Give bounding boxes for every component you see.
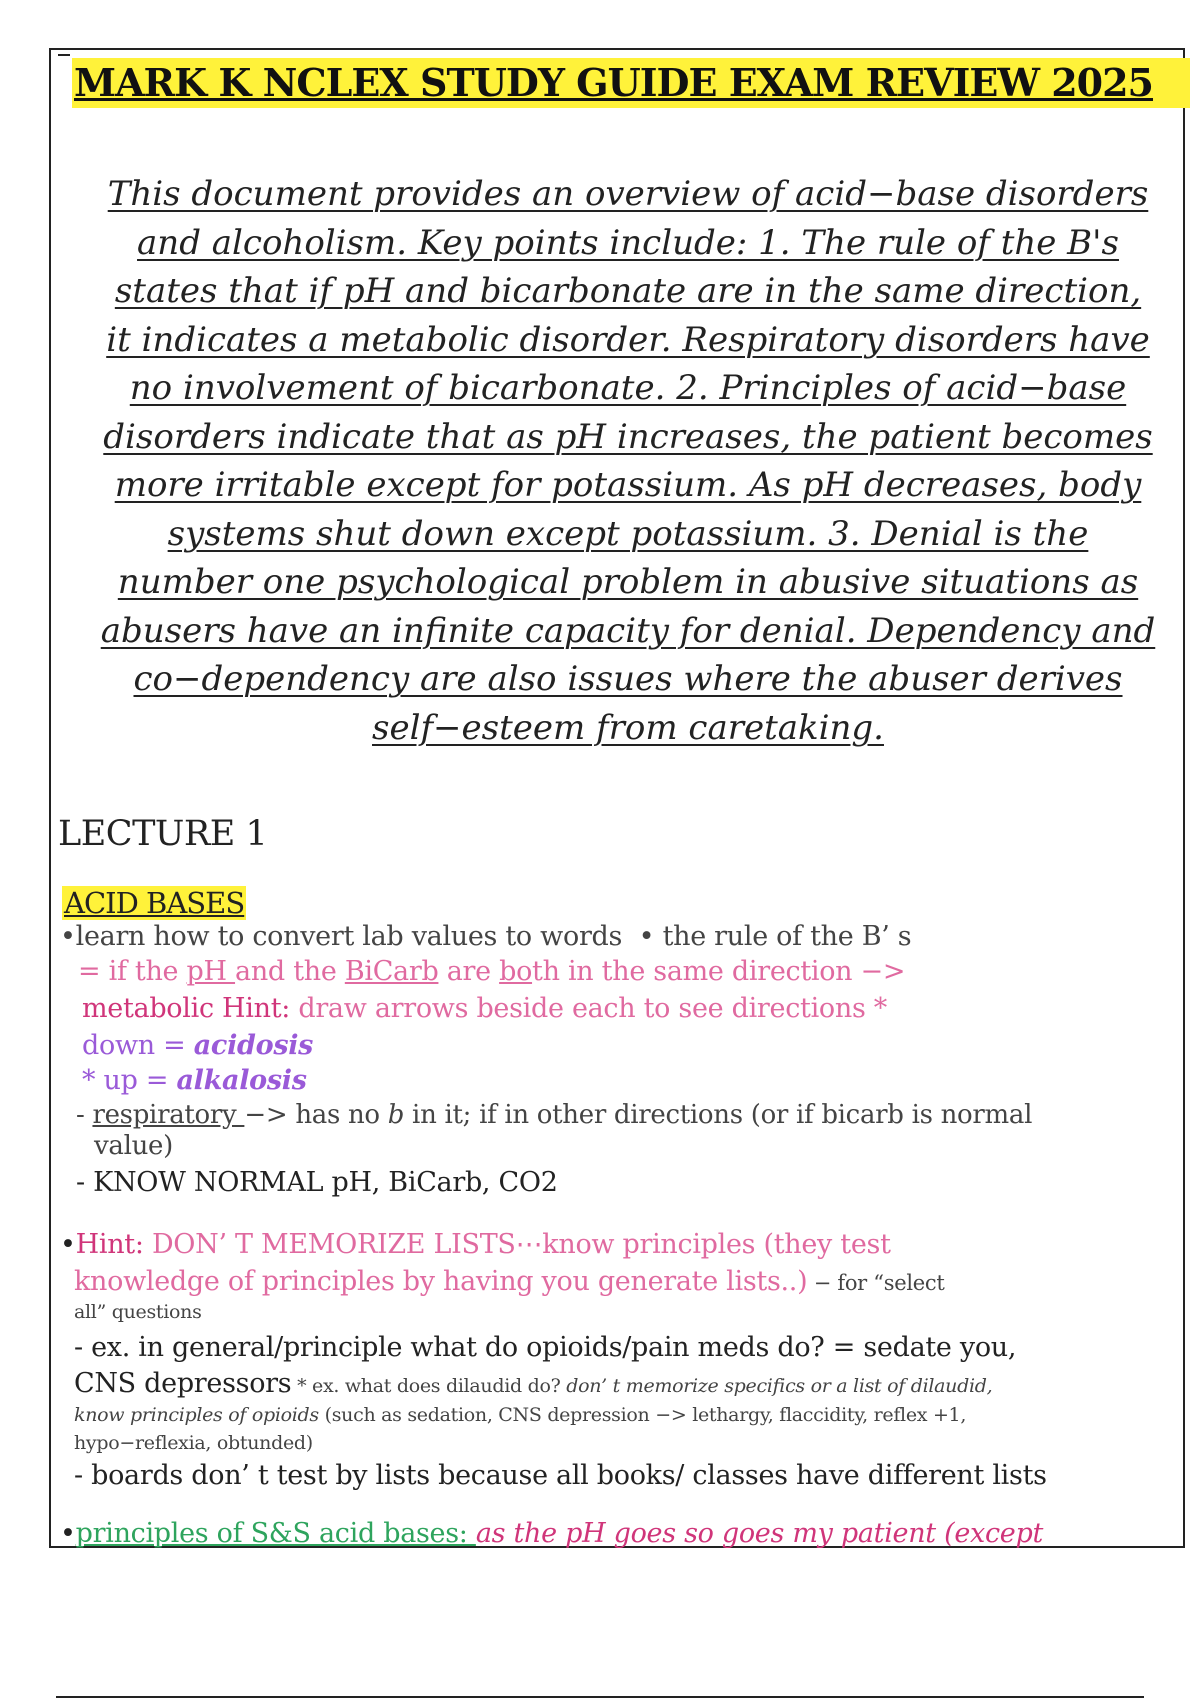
summary-line: abusers have an infinite capacity for denial. Dependency and: [100, 610, 1156, 651]
summary-line: more irritable except for potassium. As pH decreases, body: [114, 465, 1142, 505]
summary-line: number one psychological problem in abusive situations as: [117, 562, 1139, 602]
note-line-7: value): [94, 1131, 173, 1161]
note-line-9: •Hint: DON’ T MEMORIZE LISTS⋯know principles (they test: [60, 1229, 891, 1260]
summary-line: it indicates a metabolic disorder. Respiratory disorders have: [106, 319, 1150, 360]
note-line-17: •principles of S&S acid bases: as the pH goes so goes my patient (except: [60, 1518, 1044, 1549]
note-line-1: •learn how to convert lab values to words • the rule of the B’ s: [60, 921, 912, 952]
note-line-13: CNS depressors * ex. what does dilaudid do? don’ t memorize specifics or a list of dilaudid,: [74, 1368, 993, 1399]
note-line-14: know principles of opioids (such as sedation, CNS depression −> lethargy, flaccidity, reflex +1,: [74, 1404, 967, 1426]
summary-line: no involvement of bicarbonate. 2. Principles of acid−base: [129, 368, 1127, 408]
acid-bases-heading: ACID BASES: [64, 886, 245, 920]
note-line-16: - boards don’ t test by lists because all books/ classes have different lists: [74, 1460, 1047, 1491]
summary-line: self−esteem from caretaking.: [372, 707, 884, 748]
note-line-8: - KNOW NORMAL pH, BiCarb, CO2: [76, 1167, 558, 1198]
corner-mark: [58, 54, 70, 56]
note-line-2: = if the pH and the BiCarb are both in the same direction −>: [78, 956, 906, 987]
summary-line: and alcoholism. Key points include: 1. The rule of the B's: [137, 222, 1119, 263]
note-line-11: all” questions: [74, 1301, 202, 1323]
note-line-3: metabolic Hint: draw arrows beside each to see directions *: [82, 993, 887, 1024]
summary-paragraph: [58, 170, 1198, 752]
summary-line: This document provides an overview of acid−base disorders: [107, 174, 1149, 214]
note-line-15: hypo−reflexia, obtunded): [74, 1432, 313, 1454]
summary-line: co−dependency are also issues where the abuser derives: [133, 659, 1123, 699]
note-line-4: down = acidosis: [82, 1030, 314, 1061]
summary-line: systems shut down except potassium. 3. Denial is the: [167, 513, 1089, 554]
note-line-6: - respiratory −> has no b in it; if in other directions (or if bicarb is normal: [76, 1100, 1033, 1130]
summary-line: disorders indicate that as pH increases, the patient becomes: [103, 416, 1153, 457]
note-line-12: - ex. in general/principle what do opioids/pain meds do? = sedate you,: [74, 1332, 1017, 1363]
summary-line: states that if pH and bicarbonate are in the same direction,: [114, 271, 1142, 311]
document-title: MARK K NCLEX STUDY GUIDE EXAM REVIEW 2025: [74, 60, 1153, 105]
footer-rule: [56, 1696, 1144, 1698]
note-line-10: knowledge of principles by having you generate lists..) − for “select: [74, 1266, 945, 1297]
note-line-5: * up = alkalosis: [82, 1065, 307, 1096]
lecture-heading: LECTURE 1: [58, 814, 268, 854]
